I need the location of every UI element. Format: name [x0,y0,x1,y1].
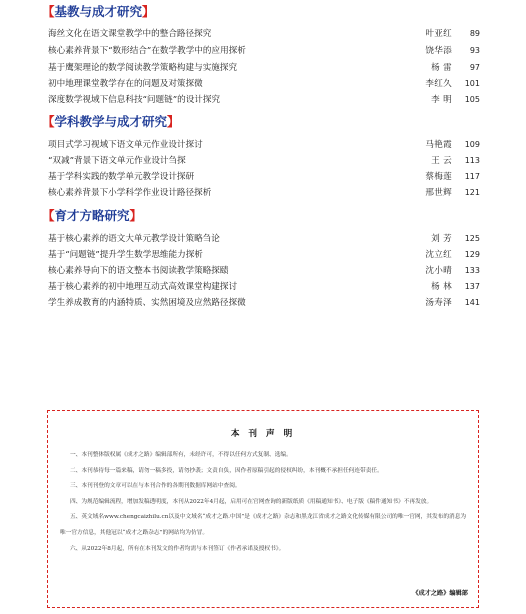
toc-item[interactable] [48,186,480,200]
toc-item-title: 基于核心素养的语文大单元教学设计策略刍论 [48,234,220,244]
notice-title: 本 刊 声 明 [230,429,296,439]
section-title: 【基教与成才研究】 [42,4,155,19]
notice-paragraph: 四、为规范编辑流程，增加发稿透明度，本刊从2022年4月起，启用可在官网查询的新版纸质《用稿通知书》、电子版《稿件通知书》不再发放。 [70,498,433,505]
toc-item[interactable] [48,232,480,246]
toc-item[interactable] [48,93,480,107]
toc-item[interactable] [48,264,480,278]
toc-item[interactable] [48,44,480,58]
toc-item-title: 基于核心素养的初中地理互动式高效课堂构建探讨 [48,282,238,292]
toc-item-page: 113 [464,156,480,165]
toc-item-page: 105 [464,95,480,104]
toc-item-page: 129 [464,250,480,259]
toc-item-author: 饶华添 [425,46,452,56]
toc-item-title: 基于学科实践的数学单元教学设计探研 [48,172,195,182]
toc-item-author: 沈立红 [425,250,452,260]
toc-item-author: 李红久 [425,79,452,89]
toc-item-page: 89 [469,29,480,38]
notice-paragraph: 一、本刊整体版权属《成才之路》编辑部所有，未经许可，不得以任何方式复制、选编。 [70,452,292,458]
toc-item-title: 深度数学视域下信息科技“问题链”的设计探究 [48,95,221,105]
toc-item[interactable] [48,170,480,184]
toc-item-author: 李 明 [431,95,452,105]
toc-item-author: 刘 芳 [431,234,452,244]
toc-item-page: 133 [464,266,480,275]
toc-item[interactable] [48,27,480,41]
notice-paragraph: 二、本刊恭待每一篇来稿，请勿一稿多投，请勿抄袭；文责自负，因作者原稿引起的侵权纠纷，本刊概不承担任何连带责任。 [70,467,383,474]
toc-item[interactable] [48,280,480,294]
toc-item-title: 核心素养导向下的语文整本书阅读教学策略探赜 [48,266,229,276]
toc-item-title: 初中地理课堂教学存在的问题及对策探微 [48,79,203,89]
toc-item[interactable] [48,154,480,168]
toc-item-title: “双减”背景下语文单元作业设计刍探 [48,156,186,166]
toc-item-page: 121 [464,188,480,197]
toc-item[interactable] [48,61,480,75]
notice-paragraph: 三、本刊刊登的文章可以在与本刊合作的各期刊数据库网站中查阅。 [70,483,241,490]
toc-item-page: 137 [464,282,480,291]
notice-paragraph: 五、英文域名www.chengcaizhilu.cn以及中文域名“成才之路.中国”是《成才之路》杂志和黑龙江省成才之路文化传媒有限公司的唯一官网，其发布的消息为唯一官方信息，其他冠以“成才之路杂志”的网站均为仿冒。 [60,514,467,536]
toc-item-title: 核心素养背景下“数形结合”在数学教学中的应用探析 [48,46,246,56]
toc-item-title: 基于鹰架理论的数学阅读教学策略构建与实施探究 [48,63,238,73]
toc-item-title: 核心素养背景下小学科学作业设计路径探析 [48,188,212,198]
toc-item-page: 109 [464,140,480,149]
toc-item-page: 93 [469,46,480,55]
toc-item-author: 邢世辉 [425,188,452,198]
toc-item-author: 马艳霞 [425,140,452,150]
toc-item-page: 117 [464,172,480,181]
notice-body [60,448,468,557]
toc-item-page: 141 [464,298,480,307]
toc-item[interactable] [48,296,480,310]
toc-item-page: 125 [464,234,480,243]
notice-paragraph: 六、从2022年8月起，所有在本刊发文的作者均需与本刊签订《作者承诺及授权书》。 [70,545,285,552]
toc-item-author: 杨 林 [431,282,452,292]
toc-item-author: 蔡梅莲 [425,172,452,182]
toc-item-page: 97 [469,63,480,72]
section-title: 【育才方略研究】 [42,208,143,223]
toc-item-title: 学生养成教育的内涵特质、实然困境及应然路径探微 [48,298,246,308]
toc-item-author: 叶亚红 [425,29,452,39]
toc-item[interactable] [48,138,480,152]
notice-box [47,410,479,608]
toc-item-title: 基于“问题链”提升学生数学思维能力探析 [48,250,203,260]
toc-item[interactable] [48,248,480,262]
toc-item-title: 海丝文化在语文课堂教学中的整合路径探究 [48,29,212,39]
toc-item-author: 杨 雷 [431,63,452,73]
toc-item[interactable] [48,77,480,91]
toc-item-title: 项目式学习视域下语文单元作业设计探讨 [48,140,203,150]
toc-item-author: 沈小晴 [425,266,452,276]
toc-item-author: 汤寿泽 [425,298,452,308]
toc-item-page: 101 [464,79,480,88]
toc-item-author: 王 云 [431,156,452,166]
notice-signature: 《成才之路》编辑部 [412,590,468,597]
section-title: 【学科教学与成才研究】 [42,114,180,129]
